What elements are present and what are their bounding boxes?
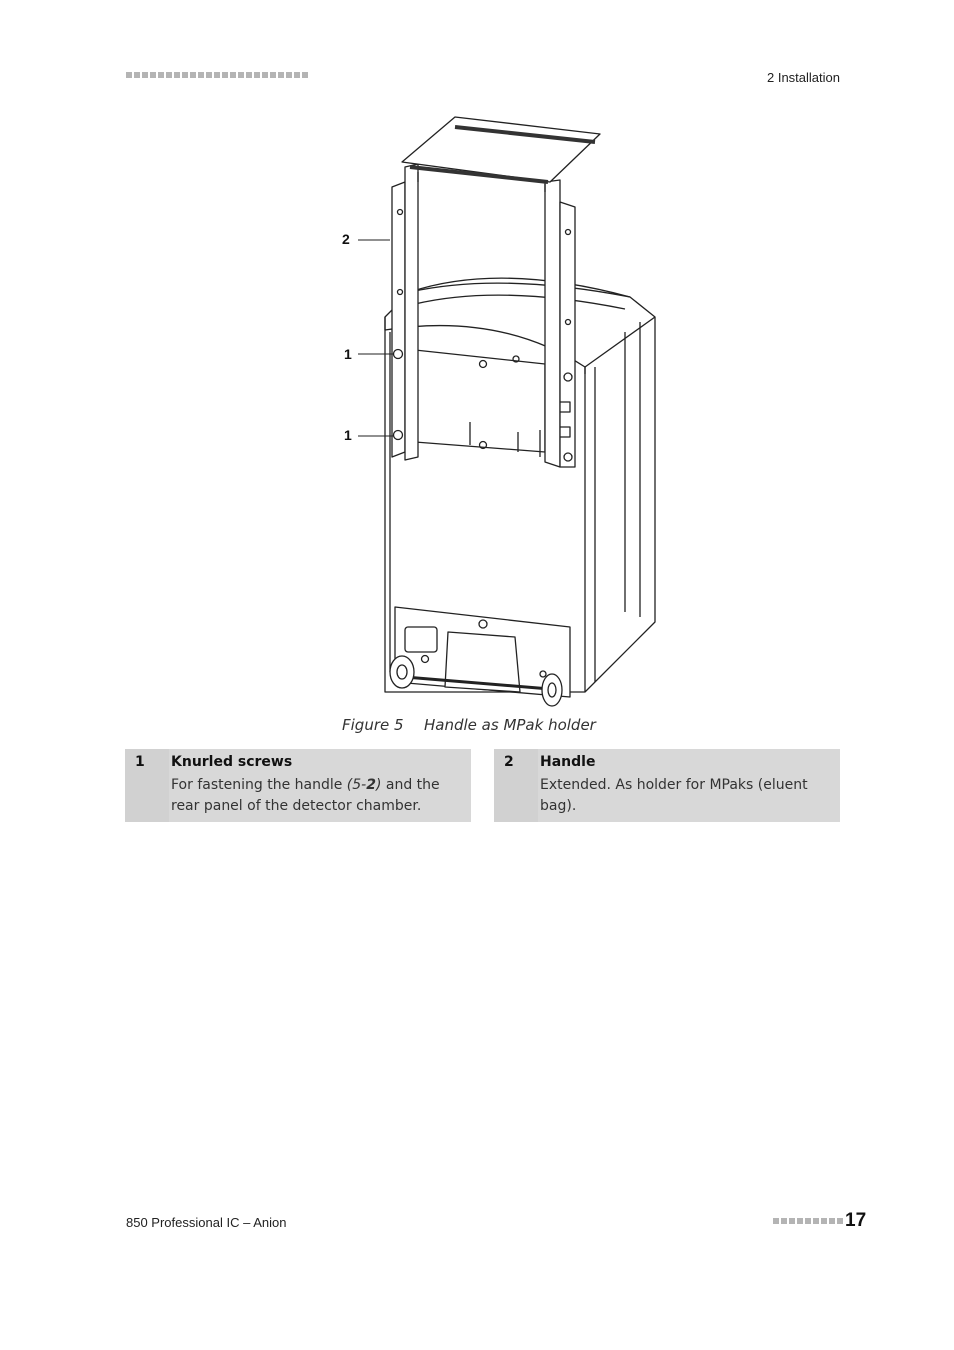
header-decoration — [126, 72, 308, 78]
footer-product-name: 850 Professional IC – Anion — [126, 1215, 287, 1230]
legend-number-column — [494, 749, 538, 822]
figure-caption-number: Figure 5 — [342, 716, 404, 734]
cross-reference-link[interactable] — [347, 777, 382, 793]
legend-description: Extended. As holder for MPaks (eluent bag). — [540, 777, 808, 814]
callout-2: 2 — [342, 231, 350, 247]
ref-close: ) — [375, 777, 382, 793]
legend-item-knurled-screws — [125, 749, 471, 822]
ref-number: 2 — [366, 777, 376, 793]
legend-number: 1 — [135, 754, 145, 770]
legend-description — [171, 775, 461, 817]
legend-title: Handle — [540, 754, 596, 770]
legend-desc-before: For fastening the handle — [171, 777, 347, 793]
ref-open: (5- — [346, 777, 367, 793]
figure-caption-text: Handle as MPak holder — [424, 716, 596, 734]
legend-number-column — [125, 749, 169, 822]
footer-decoration — [773, 1218, 843, 1224]
chapter-heading: 2 Installation — [767, 70, 840, 85]
callout-1-lower: 1 — [344, 427, 352, 443]
instrument-figure — [330, 112, 660, 712]
legend-desc-after: and the rear panel of the detector chamber. — [171, 777, 440, 814]
legend-item-handle — [494, 749, 840, 822]
legend-number: 2 — [504, 754, 514, 770]
callout-1-upper: 1 — [344, 346, 352, 362]
legend-title: Knurled screws — [171, 754, 293, 770]
figure-caption — [342, 716, 596, 734]
page-number: 17 — [845, 1210, 867, 1231]
